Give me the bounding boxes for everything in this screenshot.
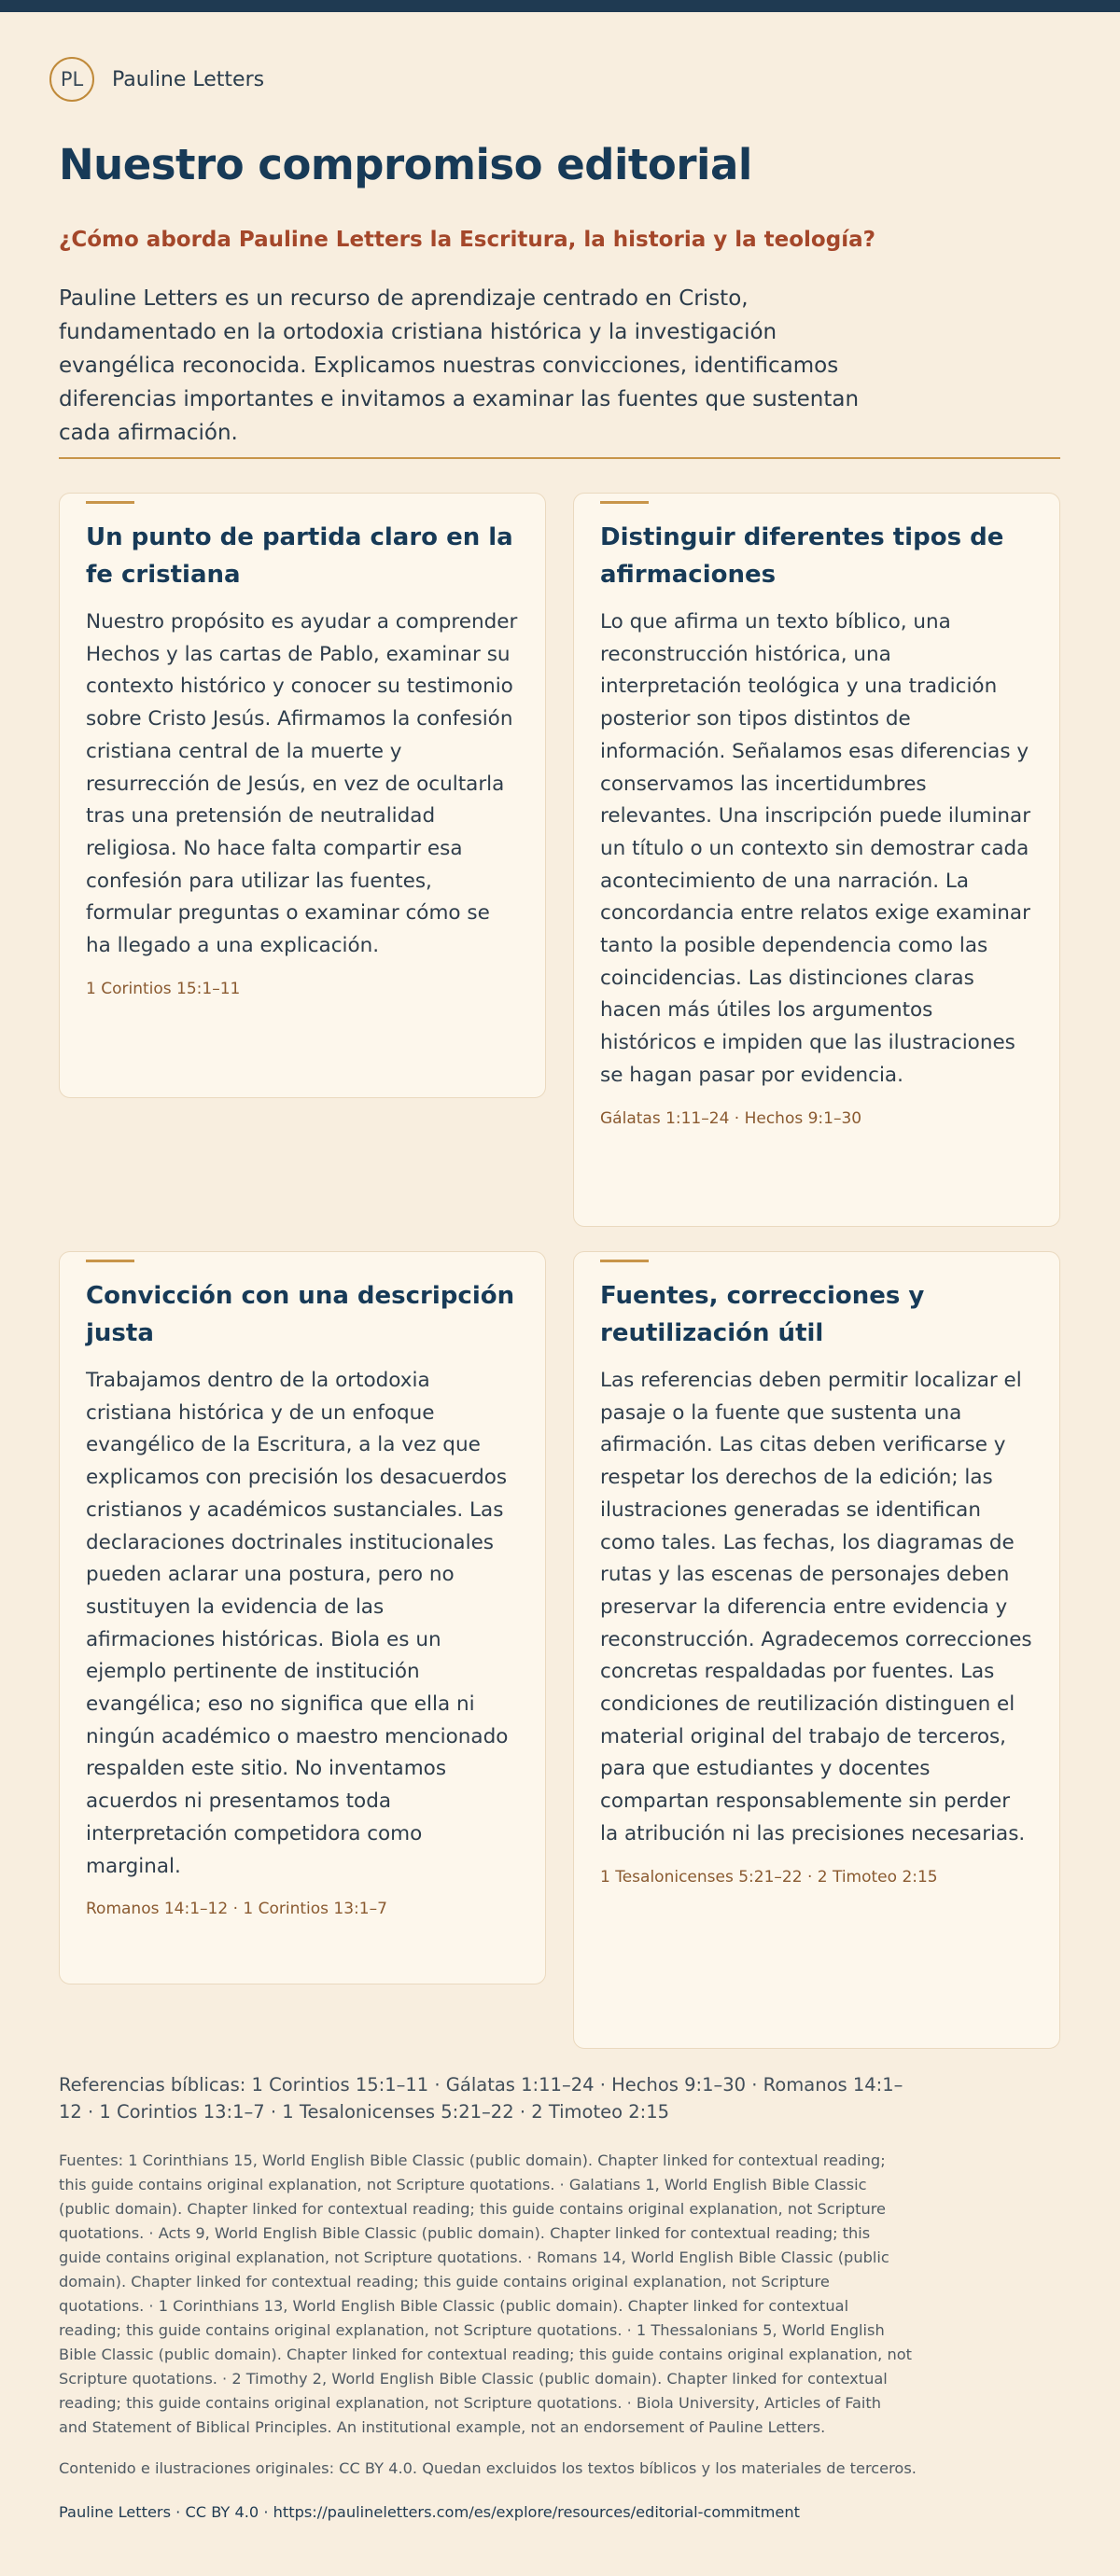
card-title: Convicción con una descripción justa — [86, 1282, 515, 1347]
license-note: Contenido e ilustraciones originales: CC BY 4.0. Quedan excluidos los textos bíblicos y los materiales de terceros. — [59, 2459, 917, 2477]
page-title: Nuestro compromiso editorial — [59, 140, 752, 189]
card-title: Distinguir diferentes tipos de afirmaciones — [600, 523, 1004, 589]
footer-attribution[interactable]: Pauline Letters · CC BY 4.0 · https://paulineletters.com/es/explore/resources/editorial-commitment — [59, 2503, 800, 2521]
page-subtitle: ¿Cómo aborda Pauline Letters la Escritura, la historia y la teología? — [59, 228, 875, 252]
commitment-card-sources — [573, 1251, 1060, 2049]
card-title: Fuentes, correcciones y reutilización útil — [600, 1282, 925, 1347]
card-body: Trabajamos dentro de la ortodoxia cristiana histórica y de un enfoque evangélico de la Escritura, a la vez que explicamos con precisión los desacuerdos cristianos y académicos sustanciales. Las declaraciones doctrinales institucionales pueden aclarar una postura, pero no sustituyen la evidencia de las afirmaciones históricas. Biola es un ejemplo pertinente de institución evangélica; eso no significa que ella ni ningún académico o maestro mencionado respalden este sitio. No inventamos acuerdos ni presentamos toda interpretación competidora como marginal. — [86, 1369, 509, 1878]
top-bar — [0, 0, 1120, 12]
commitment-card-starting-point — [59, 493, 546, 1098]
card-accent-line — [600, 1260, 649, 1262]
commitment-card-conviction — [59, 1251, 546, 1984]
card-scripture-refs: Gálatas 1:11–24 · Hechos 9:1–30 — [600, 1108, 862, 1128]
brand-name: Pauline Letters — [112, 67, 265, 91]
card-scripture-refs: 1 Tesalonicenses 5:21–22 · 2 Timoteo 2:15 — [600, 1867, 938, 1887]
card-scripture-refs: Romanos 14:1–12 · 1 Corintios 13:1–7 — [86, 1900, 387, 1919]
scripture-references-summary: Referencias bíblicas: 1 Corintios 15:1–11 · Gálatas 1:11–24 · Hechos 9:1–30 · Romanos 14:1–12 · 1 Corintios 13:1–7 · 1 Tesalonicenses 5:21–22 · 2 Timoteo 2:15 — [59, 2074, 903, 2123]
card-accent-line — [86, 501, 134, 504]
card-body: Las referencias deben permitir localizar el pasaje o la fuente que sustenta una afirmación. Las citas deben verificarse y respetar los derechos de la edición; las ilustraciones generadas se identifican como tales. Las fechas, los diagramas de rutas y las escenas de personajes deben preservar la diferencia entre evidencia y reconstrucción. Agradecemos correcciones concretas respaldadas por fuentes. Las condiciones de reutilización distinguen el material original del trabajo de terceros, para que estudiantes y docentes compartan responsablemente sin perder la atribución ni las precisiones necesarias. — [600, 1369, 1032, 1845]
sources-list: Fuentes: 1 Corinthians 15, World English Bible Classic (public domain). Chapter linked for contextual reading; this guide contains original explanation, not Scripture quotations. · Galatians 1, World English Bible Classic (public domain). Chapter linked for contextual reading; this guide contains original explanation, not Scripture quotations. · Acts 9, World English Bible Classic (public domain). Chapter linked for contextual reading; this guide contains original explanation, not Scripture quotations. · Romans 14, World English Bible Classic (public domain). Chapter linked for contextual reading; this guide contains original explanation, not Scripture quotations. · 1 Corinthians 13, World English Bible Classic (public domain). Chapter linked for contextual reading; this guide contains original explanation, not Scripture quotations. · 1 Thessalonians 5, World English Bible Classic (public domain). Chapter linked for contextual reading; this guide contains original explanation, not Scripture quotations. · 2 Timothy 2, World English Bible Classic (public domain). Chapter linked for contextual reading; this guide contains original explanation, not Scripture quotations. · Biola University, Articles of Faith and Statement of Biblical Principles. An institutional example, not an endorsement of Pauline Letters. — [59, 2151, 912, 2436]
brand-header[interactable] — [49, 57, 264, 102]
intro-paragraph: Pauline Letters es un recurso de aprendizaje centrado en Cristo, fundamentado en la ortodoxia cristiana histórica y la investigación evangélica reconocida. Explicamos nuestras convicciones, identificamos diferencias importantes e invitamos a examinar las fuentes que sustentan cada afirmación. — [59, 286, 860, 445]
card-accent-line — [600, 501, 649, 504]
card-body: Lo que afirma un texto bíblico, una reconstrucción histórica, una interpretación teológica y una tradición posterior son tipos distintos de información. Señalamos esas diferencias y conservamos las incertidumbres relevantes. Una inscripción puede iluminar un título o un contexto sin demostrar cada acontecimiento de una narración. La concordancia entre relatos exige examinar tanto la posible dependencia como las coincidencias. Las distinciones claras hacen más útiles los argumentos históricos e impiden que las ilustraciones se hagan pasar por evidencia. — [600, 610, 1031, 1087]
card-body: Nuestro propósito es ayudar a comprender Hechos y las cartas de Pablo, examinar su contexto histórico y conocer su testimonio sobre Cristo Jesús. Afirmamos la confesión cristiana central de la muerte y resurrección de Jesús, en vez de ocultarla tras una pretensión de neutralidad religiosa. No hace falta compartir esa confesión para utilizar las fuentes, formular preguntas o examinar cómo se ha llegado a una explicación. — [86, 610, 518, 958]
section-divider — [59, 457, 1060, 459]
brand-logo: PL — [49, 57, 94, 102]
card-scripture-refs: 1 Corintios 15:1–11 — [86, 979, 241, 998]
card-title: Un punto de partida claro en la fe cristiana — [86, 523, 513, 589]
card-accent-line — [86, 1260, 134, 1262]
commitment-card-claim-types — [573, 493, 1060, 1227]
